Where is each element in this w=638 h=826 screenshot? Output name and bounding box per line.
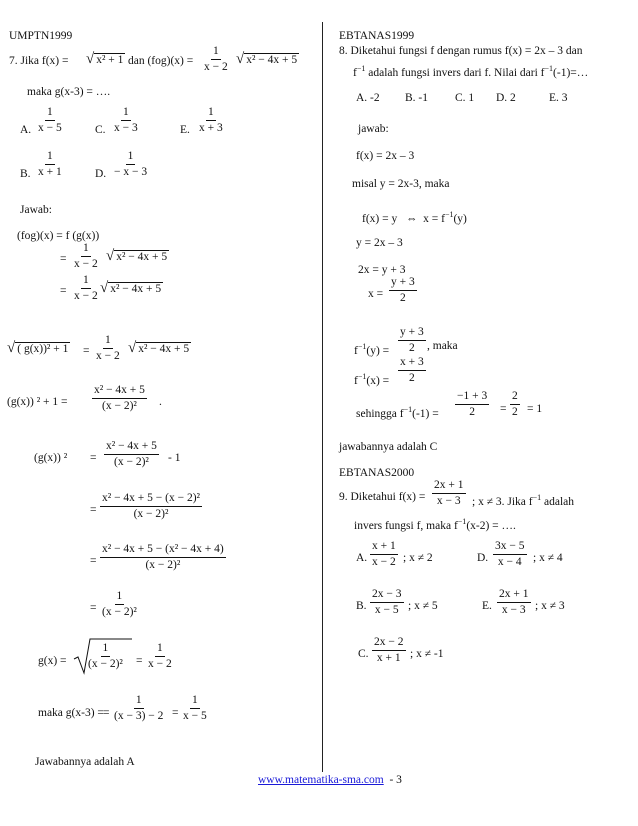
step3-frac: $\frac{\text{x² − 4x + 5 − (x − 2)²}}{\text{(x − 2)²}}$ [102,492,200,520]
q8-option-c: C. 1 [455,92,475,104]
q8-option-d: D. 2 [496,92,516,104]
q8-line1: 8. Diketahui fungsi f dengan rumus f(x) = 2x – 3 dan [339,45,583,57]
eq-4: = [90,452,97,464]
q7-prefix: 7. Jika f(x) = [9,55,69,67]
left-header: UMPTN1999 [9,30,73,42]
q7-option-c: $\frac{1}{x - 3}$ [114,106,138,134]
sehingga-line: sehingga $f^{-1}(-1)$ = [356,405,439,420]
minus-one: - 1 [168,452,181,464]
q9-option-a-frac: $\frac{x + 1}{x - 2}$ [372,540,396,568]
q8-option-a: A. -2 [356,92,380,104]
q7-option-e: $\frac{1}{x + 3}$ [199,106,223,134]
eq-6: = [90,555,97,567]
final-frac-2: $\frac{1}{x - 5}$ [183,694,207,722]
q9-option-e-label: E. [482,600,492,612]
sqrt-rhs-rad: √ x² − 4x + 5 [128,340,190,356]
eq-9: = [103,707,110,719]
q9-option-c-frac: $\frac{2x - 2}{x + 1}$ [374,636,404,664]
fog-frac-2: $\frac{1}{x - 2}$ [74,274,98,302]
left-jawab: Jawab: [20,204,52,216]
footer [258,774,402,787]
q9-option-a-cond: ; x ≠ 2 [403,552,433,564]
q8-line2: $f^{-1}$ adalah fungsi invers dari f. Nilai dari $f^{-1}(-1)=\dots$ [353,64,589,79]
q7-option-e-label: E. [180,124,190,136]
q8-option-e: E. 3 [549,92,568,104]
finv-y-frac: $\frac{y + 3}{2}$ [400,326,424,354]
eq-5: = [90,504,97,516]
q9-option-b-cond: ; x ≠ 5 [408,600,438,612]
step4-frac: $\frac{\text{x² − 4x + 5 − (x² − 4x + 4)}}{\text{(x − 2)²}}$ [102,543,224,571]
gx2-dot: . [159,396,162,408]
gx-result-frac: $\frac{1}{x - 2}$ [148,642,172,670]
gx2-label: (g(x)) ² [34,452,68,464]
eq-8: = [136,655,143,667]
q7-option-b-label: B. [20,168,31,180]
maka-text: , maka [427,340,458,352]
column-divider [322,22,323,772]
q7-option-d: $\frac{1}{- x - 3}$ [114,150,148,178]
q9-line1a: 9. Diketahui f(x) = [339,491,426,503]
finv-x-line: $f^{-1}(x)$ = [354,372,390,387]
q9-option-a-label: A. [356,552,368,564]
eq-10: = [172,707,179,719]
gx-inner-frac: $\frac{1}{\text{(x − 2)²}}$ [88,642,123,670]
eq-r1: = [500,403,507,415]
sehingga-frac-2: $\frac{2}{2}$ [512,390,518,418]
q9-option-d-cond: ; x ≠ 4 [533,552,563,564]
eq-7: = [90,602,97,614]
page-number: - 3 [389,774,402,786]
final-frac-1: $\frac{1}{(x - 3) - 2}$ [114,694,164,722]
q9-option-c-label: C. [358,648,369,660]
final-question: maka g(x-3) = [38,707,104,719]
q8-option-b: B. -1 [405,92,428,104]
x-eq-frac: $\frac{y + 3}{2}$ [391,276,415,304]
misal-line: misal y = 2x-3, maka [352,178,450,190]
step2-frac: $\frac{\text{x² − 4x + 5}}{\text{(x − 2)²}}$ [106,440,157,468]
eq-one: = 1 [527,403,543,415]
q7-option-a: $\frac{1}{x - 5}$ [38,106,62,134]
q9-line1b: ; x ≠ 3. Jika $f^{-1}$ adalah [472,493,575,508]
x-eq-label: x = [368,288,384,300]
q9-fx-frac: $\frac{2x + 1}{x - 3}$ [434,479,464,507]
right-header: EBTANAS1999 [339,30,415,42]
fog-rad-1: √ x² − 4x + 5 [106,248,168,264]
q9-option-b-label: B. [356,600,367,612]
eq-3: = [83,345,90,357]
step5-frac: $\frac{1}{\text{(x − 2)²}}$ [102,590,137,618]
left-answer: Jawabannya adalah A [35,756,135,768]
q9-option-c-cond: ; x ≠ -1 [410,648,444,660]
twox-line: 2x = y + 3 [358,264,406,276]
sehingga-frac-1: $\frac{-1 + 3}{2}$ [457,390,488,418]
q7-f-radical: √ x² + 1 [86,51,124,67]
q7-option-c-label: C. [95,124,106,136]
fx-line: f(x) = 2x – 3 [356,150,415,162]
q9-option-e-frac: $\frac{2x + 1}{x - 3}$ [499,588,529,616]
q9-option-d-frac: $\frac{3x - 5}{x - 4}$ [495,540,525,568]
gx-eq: g(x) = [38,655,67,667]
right-answer: jawabannya adalah C [339,441,438,453]
gx2-plus1: (g(x)) ² + 1 = [7,396,68,408]
q7-fog-radical: √ x² − 4x + 5 [236,51,298,67]
sqrt-rhs-frac: $\frac{1}{x - 2}$ [96,334,120,362]
y-eq-line: y = 2x – 3 [356,237,403,249]
q7-option-b: $\frac{1}{x + 1}$ [38,150,62,178]
q7-option-d-label: D. [95,168,107,180]
right-jawab: jawab: [358,123,389,135]
sqrt-lhs: √ ( g(x))² + 1 [7,340,69,356]
fog-line: (fog)(x) = f (g(x)) [17,230,100,242]
q7-fog-fraction: $\frac{1}{x - 2}$ [204,45,228,73]
q9-option-d-label: D. [477,552,489,564]
eq-2: = [60,285,67,297]
right-header-2: EBTANAS2000 [339,467,415,479]
q9-option-b-frac: $\frac{2x - 3}{x - 5}$ [372,588,402,616]
finv-x-frac: $\frac{x + 3}{2}$ [400,356,424,384]
finv-y-line: $f^{-1}(y)$ = [354,342,390,357]
q9-line2: invers fungsi f, maka $f^{-1}(x-2)$ = …. [354,517,516,532]
eq-1: = [60,253,67,265]
fx-eq-y-line: f(x) = y ⇔ $x = f^{-1}(y)$ [362,210,467,225]
q7-option-a-label: A. [20,124,32,136]
q7-dan: dan (fog)(x) = [128,55,194,67]
fog-frac-1: $\frac{1}{x - 2}$ [74,242,98,270]
gx2-frac: $\frac{\text{x² − 4x + 5}}{\text{(x − 2)²}}$ [94,384,145,412]
site-link[interactable]: www.matematika-sma.com [258,774,384,786]
q7-question: maka g(x-3) = …. [27,86,111,98]
fog-rad-2: √ x² − 4x + 5 [100,280,162,296]
q9-option-e-cond: ; x ≠ 3 [535,600,565,612]
